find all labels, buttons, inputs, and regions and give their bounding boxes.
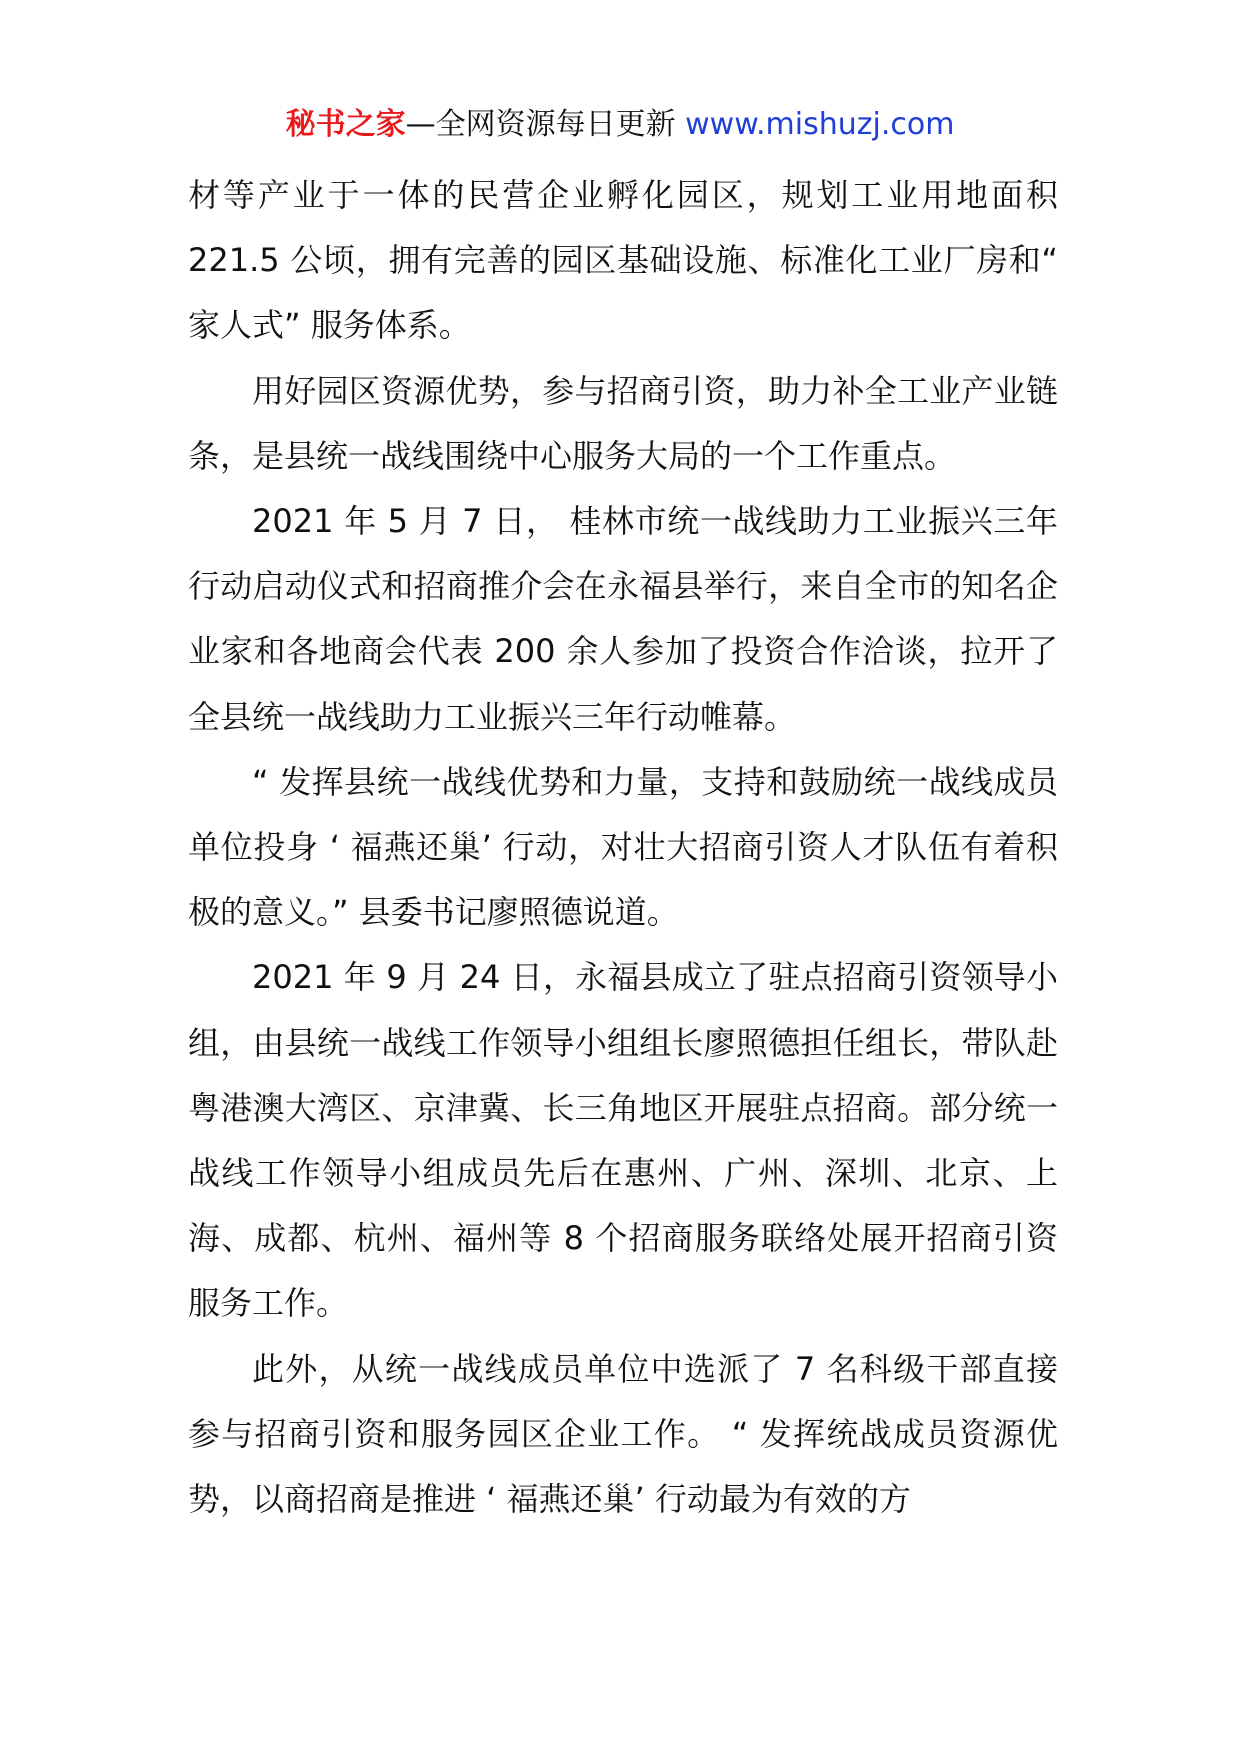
page-header	[0, 100, 1240, 150]
paragraph: 用好园区资源优势，参与招商引资，助力补全工业产业链条，是县统一战线围绕中心服务大局的一个工作重点。	[188, 371, 1058, 475]
brand-name: 秘书之家	[285, 107, 406, 142]
document-body	[188, 163, 1058, 1532]
paragraph-continuation: 材等产业于一体的民营企业孵化园区，规划工业用地面积 221.5 公顷，拥有完善的园区基础设施、标准化工业厂房和“ 家人式” 服务体系。	[188, 176, 1058, 345]
paragraph: 2021 年 5 月 7 日， 桂林市统一战线助力工业振兴三年行动启动仪式和招商推介会在永福县举行，来自全市的知名企业家和各地商会代表 200 余人参加了投资合作洽谈，拉开了全县统一战线助力工业振兴三年行动帷幕。	[188, 502, 1058, 736]
paragraph: “ 发挥县统一战线优势和力量，支持和鼓励统一战线成员单位投身 ‘ 福燕还巢’ 行动，对壮大招商引资人才队伍有着积极的意义。” 县委书记廖照德说道。	[188, 762, 1058, 932]
paragraph: 2021 年 9 月 24 日，永福县成立了驻点招商引资领导小组，由县统一战线工作领导小组组长廖照德担任组长，带队赴粤港澳大湾区、京津冀、长三角地区开展驻点招商。部分统一战线工作领导小组成员先后在惠州、广州、深圳、北京、上海、成都、杭州、福州等 8 个招商服务联络处展开招商引资服务工作。	[188, 958, 1058, 1323]
header-slogan: —全网资源每日更新	[405, 107, 676, 142]
paragraph: 此外，从统一战线成员单位中选派了 7 名科级干部直接参与招商引资和服务园区企业工作。 “ 发挥统战成员资源优势，以商招商是推进 ‘ 福燕还巢’ 行动最为有效的方	[188, 1349, 1058, 1519]
site-url-link[interactable]: www.mishuzj.com	[685, 107, 955, 142]
